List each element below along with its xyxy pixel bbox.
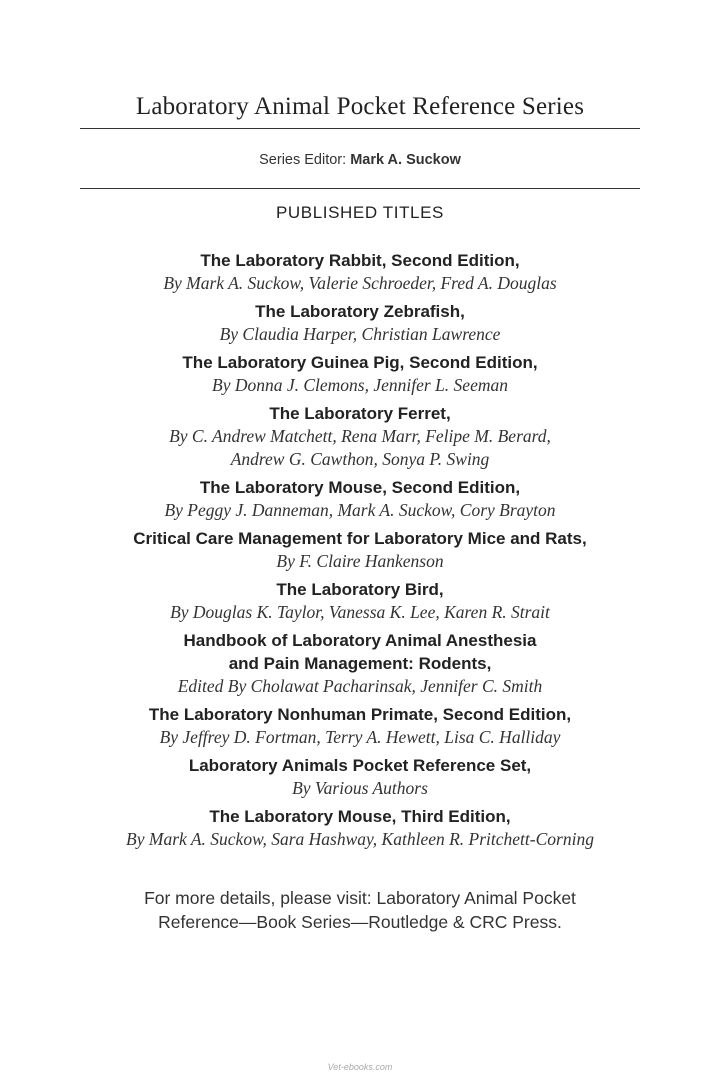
footer-line-2: Reference—Book Series—Routledge & CRC Press.: [158, 912, 562, 932]
series-editor-name: Mark A. Suckow: [350, 152, 461, 168]
book-title: The Laboratory Guinea Pig, Second Edition,: [182, 353, 538, 372]
book-authors: By Donna J. Clemons, Jennifer L. Seeman: [212, 375, 508, 395]
title-entry: [60, 578, 660, 624]
book-title: The Laboratory Ferret,: [269, 404, 451, 423]
published-titles-list: [60, 249, 660, 856]
book-title: Laboratory Animals Pocket Reference Set,: [188, 756, 532, 775]
book-title: The Laboratory Nonhuman Primate, Second Edition,: [148, 705, 572, 724]
book-authors: By Peggy J. Danneman, Mark A. Suckow, Cory Brayton: [164, 500, 556, 520]
book-authors: By Various Authors: [292, 778, 428, 798]
title-entry: [60, 476, 660, 522]
series-editor-label: Series Editor:: [259, 152, 351, 168]
book-authors: Edited By Cholawat Pacharinsak, Jennifer C. Smith: [177, 676, 543, 696]
series-title: Laboratory Animal Pocket Reference Series: [135, 93, 585, 120]
book-title: Handbook of Laboratory Animal Anesthesia and Pain Management: Rodents,: [183, 631, 537, 673]
top-divider: [80, 128, 640, 129]
watermark-logo: Vet-ebooks.com: [327, 1062, 393, 1072]
book-title: The Laboratory Mouse, Second Edition,: [199, 478, 521, 497]
title-entry: [60, 805, 660, 851]
title-entry: [60, 703, 660, 749]
title-entry: [60, 300, 660, 346]
book-authors: By Jeffrey D. Fortman, Terry A. Hewett, Lisa C. Halliday: [159, 727, 561, 747]
title-entry: [60, 402, 660, 471]
series-editor-line: [80, 152, 640, 168]
book-title: The Laboratory Bird,: [276, 580, 444, 599]
book-title: The Laboratory Zebrafish,: [255, 302, 465, 321]
book-title: The Laboratory Rabbit, Second Edition,: [200, 251, 520, 270]
footer-note: [80, 886, 640, 934]
title-entry: [60, 629, 660, 698]
book-title: The Laboratory Mouse, Third Edition,: [209, 807, 511, 826]
book-authors: By Mark A. Suckow, Sara Hashway, Kathleen R. Pritchett-Corning: [126, 829, 594, 849]
book-authors: By Claudia Harper, Christian Lawrence: [219, 324, 501, 344]
book-authors: By Mark A. Suckow, Valerie Schroeder, Fred A. Douglas: [163, 273, 557, 293]
title-entry: [60, 351, 660, 397]
footer-line-1: For more details, please visit: Laboratory Animal Pocket: [144, 888, 576, 908]
book-title: Critical Care Management for Laboratory Mice and Rats,: [133, 529, 587, 548]
title-entry: [60, 754, 660, 800]
book-authors: By F. Claire Hankenson: [276, 551, 444, 571]
published-titles-heading: PUBLISHED TITLES: [275, 203, 444, 222]
book-authors: By Douglas K. Taylor, Vanessa K. Lee, Karen R. Strait: [170, 602, 550, 622]
title-entry: [60, 249, 660, 295]
title-entry: [60, 527, 660, 573]
bottom-divider: [80, 188, 640, 189]
book-authors: By C. Andrew Matchett, Rena Marr, Felipe M. Berard, Andrew G. Cawthon, Sonya P. Swing: [169, 426, 551, 469]
